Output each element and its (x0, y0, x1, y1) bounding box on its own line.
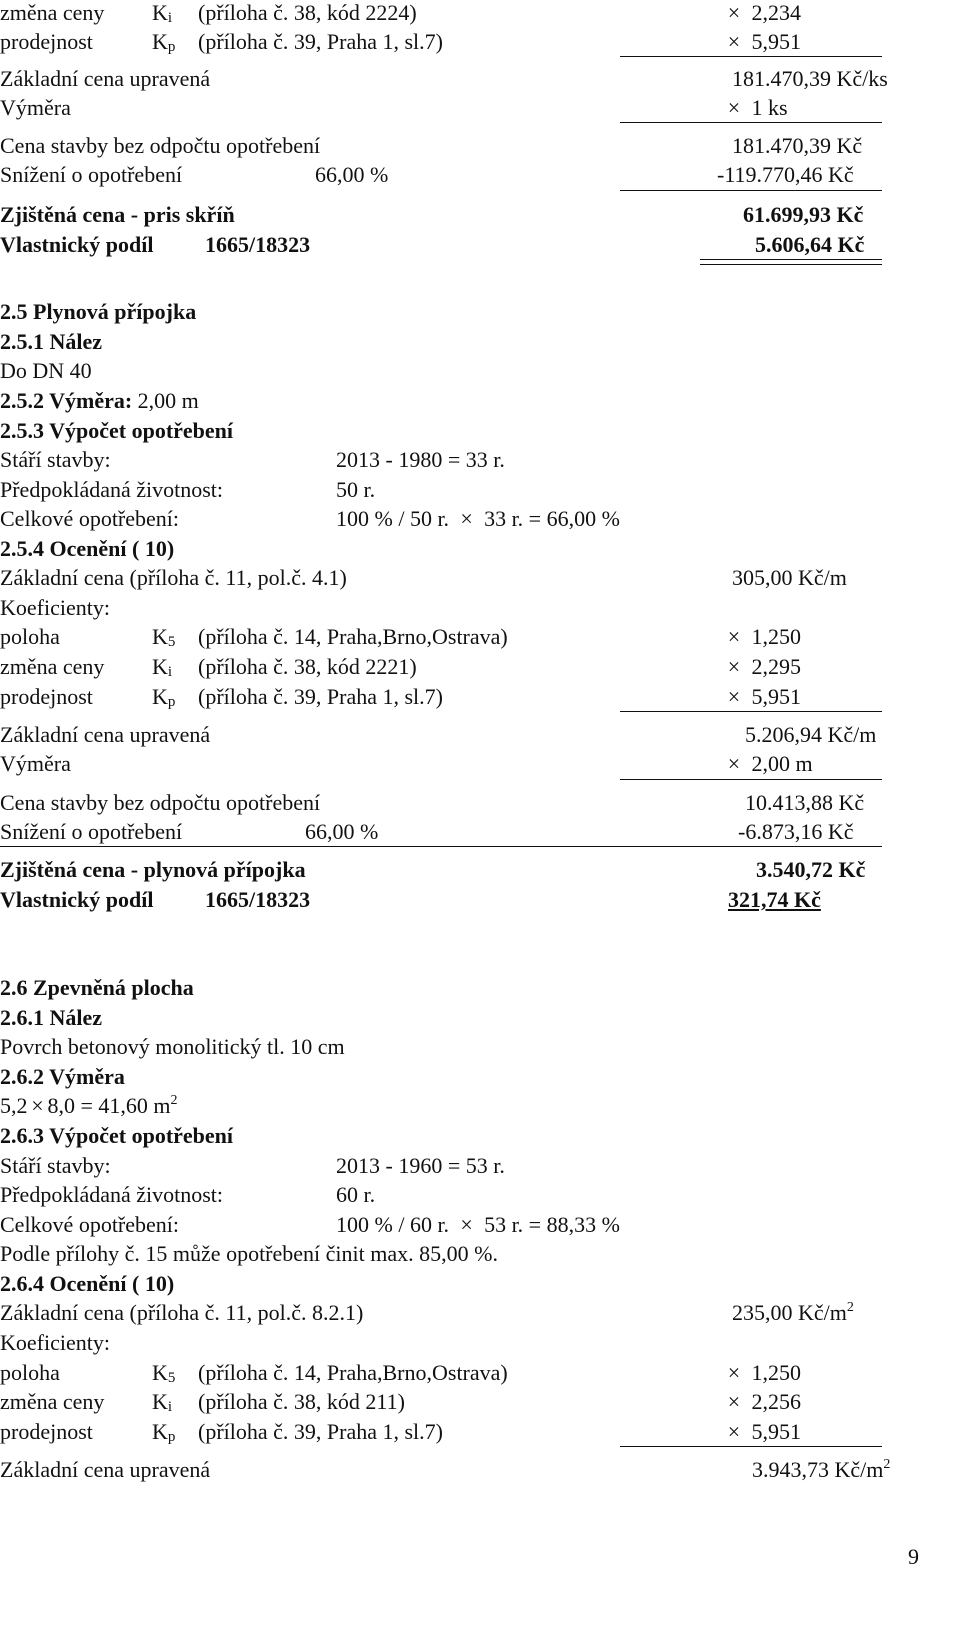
finding-text: Povrch betonový monolitický tl. 10 cm (0, 1034, 345, 1059)
coef-symbol: $K_p$ (152, 684, 176, 710)
ownership-share-value: 5.606,64 Kč (755, 232, 865, 257)
sum-rule (620, 1446, 882, 1447)
total-wear-value: 100 % / 60 r. × 53 r. = 88,33 % (336, 1212, 620, 1237)
wear-reduction-label: Snížení o opotřebení (0, 162, 183, 187)
multiply-icon: × (727, 751, 741, 776)
lifespan-value: 60 r. (336, 1182, 376, 1207)
determined-price-value: 3.540,72 Kč (756, 857, 866, 882)
total-wear-value: 100 % / 50 r. × 33 r. = 66,00 % (336, 506, 620, 531)
coef-label: prodejnost (0, 684, 93, 709)
coef-reference: (příloha č. 38, kód 2224) (198, 0, 417, 25)
wear-reduction-label: Snížení o opotřebení (0, 819, 183, 844)
coef-symbol: $K_p$ (152, 1419, 176, 1445)
multiply-icon: × (727, 95, 741, 120)
adjusted-price-value: 3.943,73 $Kč/m^2$ (752, 1457, 891, 1482)
area-value: × 2,00 m (722, 753, 813, 775)
determined-price-value: 61.699,93 Kč (743, 202, 864, 227)
ownership-share-value: 321,74 Kč (728, 887, 821, 912)
coef-label: poloha (0, 624, 60, 649)
section-heading: 2.6 Zpevněná plocha (0, 975, 194, 1000)
multiply-icon: × (727, 29, 741, 54)
area-line: 2.5.2 Výměra: 2,00 m (0, 388, 199, 413)
sum-rule (620, 779, 882, 780)
subsection-heading: 2.6.3 Výpočet opotřebení (0, 1123, 234, 1148)
coefficients-label: Koeficienty: (0, 595, 110, 620)
total-wear-label: Celkové opotřebení: (0, 506, 180, 531)
coef-value: × 2,295 (722, 656, 801, 678)
price-before-wear-value: 181.470,39 Kč (732, 133, 863, 158)
coef-label: změna ceny (0, 1389, 105, 1414)
total-wear-label: Celkové opotřebení: (0, 1212, 180, 1237)
wear-reduction-value: -6.873,16 Kč (738, 819, 854, 844)
page-number: 9 (908, 1544, 919, 1569)
base-price-ref-label: Základní cena (příloha č. 11, pol.č. 8.2.1) (0, 1300, 364, 1325)
finding-text: Do DN 40 (0, 358, 92, 383)
ownership-share-fraction: 1665/18323 (205, 232, 311, 257)
adjusted-price-label: Základní cena upravená (0, 722, 211, 747)
coefficients-label: Koeficienty: (0, 1330, 110, 1355)
coef-value: × 5,951 (722, 1421, 801, 1443)
multiply-icon: × (460, 1212, 473, 1237)
sum-double-rule (700, 264, 882, 265)
coef-symbol: $K_p$ (152, 29, 176, 55)
price-before-wear-label: Cena stavby bez odpočtu opotřebení (0, 790, 321, 815)
multiply-icon: × (727, 684, 741, 709)
lifespan-value: 50 r. (336, 477, 376, 502)
area-label: Výměra (0, 751, 71, 776)
base-price-ref-value: 235,00 $Kč/m^2$ (732, 1300, 854, 1325)
coef-reference: (příloha č. 39, Praha 1, sl.7) (198, 29, 443, 54)
determined-price-label: Zjištěná cena - pris skříň (0, 202, 235, 227)
lifespan-label: Předpokládaná životnost: (0, 477, 224, 502)
coef-symbol: $K_5$ (152, 1360, 176, 1386)
coef-reference: (příloha č. 39, Praha 1, sl.7) (198, 1419, 443, 1444)
age-label: Stáří stavby: (0, 1153, 111, 1178)
multiply-icon: × (727, 624, 741, 649)
base-price-ref-value: 305,00 Kč/m (732, 565, 847, 590)
coef-label: změna ceny (0, 654, 105, 679)
coef-value: × 5,951 (722, 686, 801, 708)
age-label: Stáří stavby: (0, 447, 111, 472)
subsection-heading: 2.5.4 Ocenění ( 10) (0, 536, 175, 561)
area-formula: 5,2 × 8,0 = 41,60 $m^2$ (0, 1093, 178, 1118)
wear-limit-note: Podle přílohy č. 15 může opotřebení činit max. 85,00 %. (0, 1241, 498, 1266)
multiply-icon: × (727, 1419, 741, 1444)
base-price-value: 181.470,39 Kč/ks (732, 66, 888, 91)
ownership-share-fraction: 1665/18323 (205, 887, 311, 912)
coef-value: × 1,250 (722, 626, 801, 648)
determined-price-label: Zjištěná cena - plynová přípojka (0, 857, 306, 882)
multiply-icon: × (31, 1093, 44, 1118)
ownership-share-label: Vlastnický podíl (0, 232, 154, 257)
multiply-icon: × (727, 654, 741, 679)
sum-rule (0, 846, 882, 847)
coef-symbol: $K_5$ (152, 624, 176, 650)
coef-reference: (příloha č. 38, kód 211) (198, 1389, 405, 1414)
coef-label: změna ceny (0, 0, 105, 25)
coef-value: × 2,256 (722, 1391, 801, 1413)
ownership-share-label: Vlastnický podíl (0, 887, 154, 912)
section-heading: 2.5 Plynová přípojka (0, 299, 197, 324)
adjusted-price-label: Základní cena upravená (0, 1457, 211, 1482)
area-label: Výměra (0, 95, 71, 120)
multiply-icon: × (727, 0, 741, 25)
subsection-heading: 2.6.2 Výměra (0, 1064, 125, 1089)
adjusted-price-value: 5.206,94 Kč/m (745, 722, 877, 747)
base-price-ref-label: Základní cena (příloha č. 11, pol.č. 4.1) (0, 565, 347, 590)
area-value: × 1 ks (722, 97, 788, 119)
sum-rule (620, 122, 882, 123)
subsection-heading: 2.5.3 Výpočet opotřebení (0, 418, 234, 443)
coef-value: × 5,951 (722, 31, 801, 53)
coef-symbol: $K_i$ (152, 0, 173, 26)
wear-reduction-percent: 66,00 % (305, 819, 379, 844)
coef-value: × 2,234 (722, 2, 801, 24)
multiply-icon: × (460, 506, 473, 531)
coef-reference: (příloha č. 14, Praha,Brno,Ostrava) (198, 624, 508, 649)
coef-symbol: $K_i$ (152, 654, 173, 680)
coef-label: prodejnost (0, 29, 93, 54)
wear-reduction-value: -119.770,46 Kč (717, 162, 854, 187)
sum-double-rule (700, 259, 882, 260)
price-before-wear-value: 10.413,88 Kč (745, 790, 865, 815)
age-value: 2013 - 1960 = 53 r. (336, 1153, 505, 1178)
wear-reduction-percent: 66,00 % (315, 162, 389, 187)
multiply-icon: × (727, 1360, 741, 1385)
coef-reference: (příloha č. 14, Praha,Brno,Ostrava) (198, 1360, 508, 1385)
subsection-heading: 2.5.1 Nález (0, 329, 103, 354)
coef-label: prodejnost (0, 1419, 93, 1444)
sum-rule (620, 190, 882, 191)
subsection-heading: 2.6.1 Nález (0, 1005, 103, 1030)
coef-symbol: $K_i$ (152, 1389, 173, 1415)
coef-value: × 1,250 (722, 1362, 801, 1384)
coef-label: poloha (0, 1360, 60, 1385)
age-value: 2013 - 1980 = 33 r. (336, 447, 505, 472)
sum-rule (620, 711, 882, 712)
coef-reference: (příloha č. 39, Praha 1, sl.7) (198, 684, 443, 709)
subsection-heading: 2.6.4 Ocenění ( 10) (0, 1271, 175, 1296)
sum-rule (620, 56, 882, 57)
base-price-label: Základní cena upravená (0, 66, 211, 91)
lifespan-label: Předpokládaná životnost: (0, 1182, 224, 1207)
coef-reference: (příloha č. 38, kód 2221) (198, 654, 417, 679)
multiply-icon: × (727, 1389, 741, 1414)
price-before-wear-label: Cena stavby bez odpočtu opotřebení (0, 133, 321, 158)
